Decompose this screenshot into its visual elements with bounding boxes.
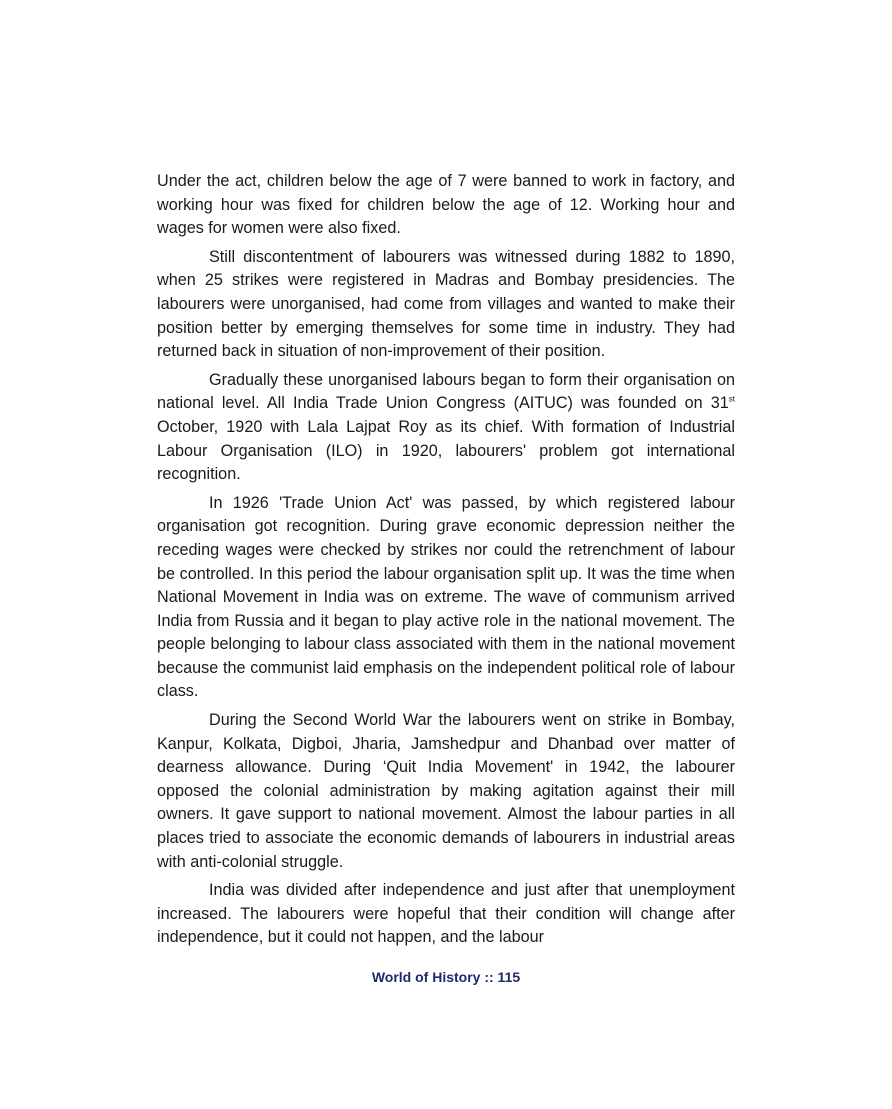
- body-text: [157, 170, 735, 950]
- paragraph-after-independence: India was divided after independence and just after that unemployment increased. The labourers were hopeful that their condition will change after independence, but it could not happen, and the labour: [157, 881, 735, 947]
- paragraph-second-world-war: During the Second World War the labourers went on strike in Bombay, Kanpur, Kolkata, Digboi, Jharia, Jamshedpur and Dhanbad over matter of dearness allowance. During ‘Quit India Movement' in 1942, the labourer opposed the colonial administration by making agitation against their mill owners. It gave support to national movement. Almost the labour parties in all places tried to associate the economic demands of labourers in industrial areas with anti-colonial struggle.: [157, 711, 735, 871]
- paragraph-trade-union-act: In 1926 'Trade Union Act' was passed, by which registered labour organisation got recognition. During grave economic depression neither the receding wages were checked by strikes nor could the retrenchment of labour be controlled. In this period the labour organisation split up. It was the time when National Movement in India was on extreme. The wave of communism arrived India from Russia and it began to play active role in the national movement. The people belonging to labour class associated with them in the national movement because the communist laid emphasis on the independent political role of labour class.: [157, 493, 735, 701]
- paragraph-strikes-1882-1890: Still discontentment of labourers was witnessed during 1882 to 1890, when 25 strikes were registered in Madras and Bombay presidencies. The labourers were unorganised, had come from villages and wanted to make their position better by emerging themselves for some time in industry. They had returned back in situation of non-improvement of their position.: [157, 247, 735, 361]
- aituc-text-start: Gradually these unorganised labours began to form their organisation on national level. All India Trade Union Congress (AITUC) was founded on 31: [157, 370, 735, 413]
- page-footer: World of History :: 115: [371, 969, 521, 985]
- aituc-text-end: October, 1920 with Lala Lajpat Roy as its chief. With formation of Industrial Labour Organisation (ILO) in 1920, labourers' problem got international recognition.: [157, 417, 735, 484]
- paragraph-child-labour-act: Under the act, children below the age of 7 were banned to work in factory, and working hour was fixed for children below the age of 12. Working hour and wages for women were also fixed.: [157, 172, 735, 238]
- ordinal-superscript: st: [728, 394, 735, 404]
- paragraph-aituc-founding: [157, 369, 735, 487]
